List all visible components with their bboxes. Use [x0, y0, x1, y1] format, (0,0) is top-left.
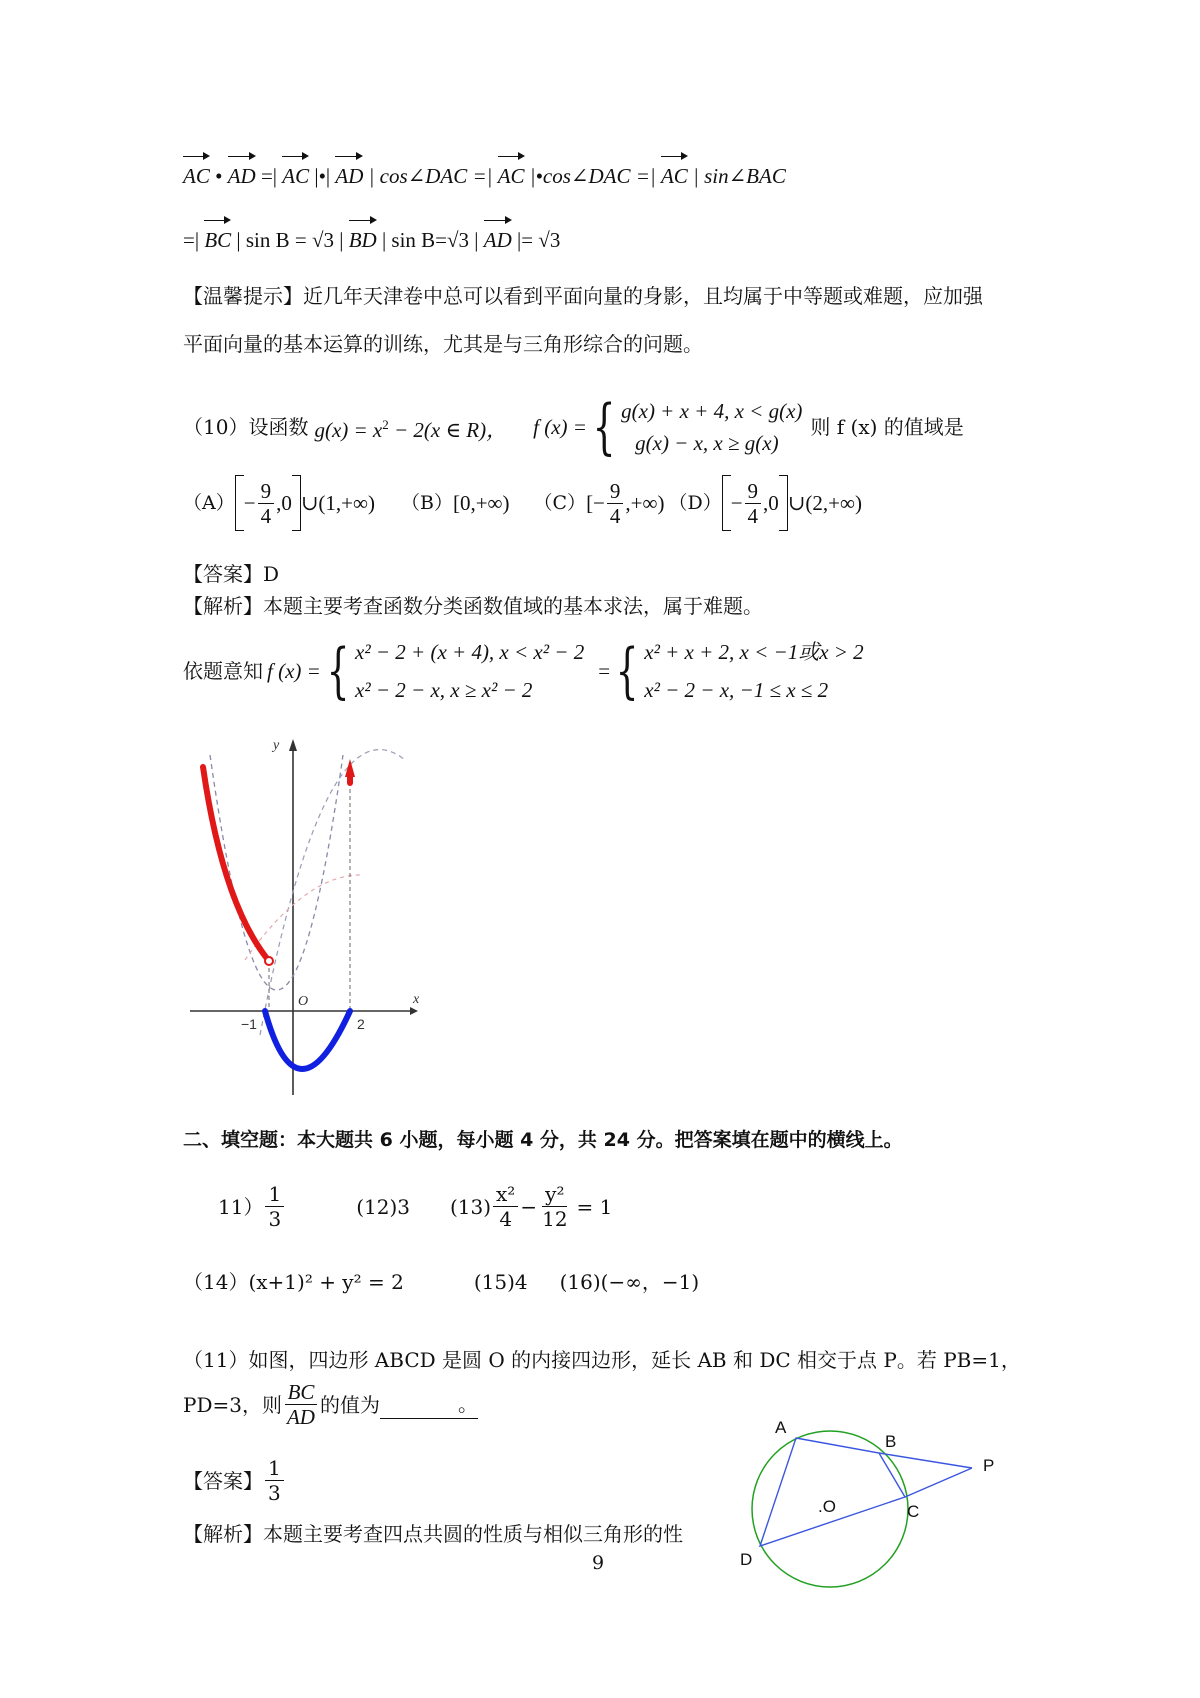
x-axis-arrow [410, 1007, 418, 1015]
option-d-frac: $\frac{9}{4}$ [745, 479, 762, 528]
answers-11-13: 11） $\frac{1}{3}$ (12)3 (13) $\frac{\text{x²}}{4}$ − $\frac{\text{y²}}{12}$ = 1 [218, 1182, 613, 1231]
label-d: D [740, 1550, 753, 1569]
x-label: x [413, 992, 420, 1007]
answer-blank[interactable]: 。 [380, 1390, 478, 1419]
vector-ad-3: AD [483, 228, 512, 252]
line-bp [879, 1453, 972, 1468]
q11-answer-frac: $\frac{1}{3}$ [265, 1456, 284, 1505]
q11-line-1: （11）如图，四边形 ABCD 是圆 O 的内接四边形，延长 AB 和 DC 相交于点 P。若 PB=1， [183, 1348, 1021, 1372]
vector-ac-3: AC [497, 164, 525, 188]
page-number: 9 [592, 1552, 605, 1574]
q11-frac: $\frac{BC}{AD}$ [284, 1380, 318, 1429]
tick-2: 2 [357, 1016, 365, 1032]
option-c-frac: $\frac{9}{4}$ [607, 479, 624, 528]
vector-ac: AC [183, 164, 210, 188]
option-a-frac: $\frac{9}{4}$ [258, 479, 275, 528]
vector-bc: BC [204, 228, 232, 252]
q10-statement: （10）设函数 $g(x) = x^2 - 2(x$ ∈ R)， f (x) = { g(x) + x + 4, x < g(x) g(x) − x, x ≥ g(x) 则 f (x) 的值域是 [183, 392, 964, 462]
circle-figure [735, 1415, 1010, 1590]
piecewise-brace: { [592, 392, 616, 462]
vector-proof-line-2: =| BC | sin B = √3 | BD | sin B=√3 | AD |= √3 [183, 228, 561, 252]
label-p: P [983, 1456, 995, 1475]
vector-ac-4: AC [660, 164, 688, 188]
red-branch-left [203, 767, 269, 961]
tick-neg1: −1 [241, 1016, 257, 1032]
answer-13-frac-2: $\frac{\text{y²}}{12}$ [542, 1182, 568, 1231]
answer-11-frac: $\frac{1}{3}$ [265, 1182, 284, 1231]
y-label: y [273, 738, 280, 753]
label-c: C [907, 1502, 920, 1521]
vector-ad-2: AD [335, 164, 364, 188]
q11-analysis: 【解析】本题主要考查四点共圆的性质与相似三角形的性 [183, 1522, 683, 1546]
section2-title: 二、填空题：本大题共 6 小题，每小题 4 分，共 24 分。把答案填在题中的横线上。 [183, 1129, 903, 1151]
q11-line-2: PD=3，则 $\frac{BC}{AD}$ 的值为 。 [183, 1380, 478, 1429]
q10-derivation: 依题意知 f (x) = { x² − 2 + (x + 4), x < x² − 2 x² − 2 − x, x ≥ x² − 2 = { x² + x + 2, x < −1或x > 2 x² − 2 − x, −1 ≤ x ≤ 2 [183, 636, 864, 706]
vector-proof-line-1: AC • AD =| AC |•| AD | cos∠DAC =| AC |•cos∠DAC =| AC | sin∠BAC [183, 164, 786, 188]
origin-label: O [298, 994, 309, 1009]
line-cp [905, 1468, 972, 1497]
piecewise-cases: g(x) + x + 4, x < g(x) g(x) − x, x ≥ g(x) [621, 399, 803, 455]
q11-answer: 【答案】 $\frac{1}{3}$ [183, 1456, 286, 1505]
vector-ad: AD [227, 164, 256, 188]
tip-line-2: 平面向量的基本运算的训练，尤其是与三角形综合的问题。 [183, 332, 703, 356]
label-o: .O [818, 1497, 836, 1516]
q10-analysis: 【解析】本题主要考查函数分类函数值域的基本求法，属于难题。 [183, 594, 763, 618]
open-point-left [265, 957, 273, 965]
vector-bd: BD [348, 228, 377, 252]
label-a: A [775, 1418, 787, 1437]
y-axis-arrow [289, 739, 297, 751]
dashed-parabola-2 [260, 750, 405, 1035]
answer-13-frac-1: $\frac{\text{x²}}{4}$ [493, 1182, 518, 1231]
answers-14-16: （14） (x+1)² + y² = 2 (15)4 (16)(−∞，−1) [183, 1270, 700, 1294]
q10-options: （A） − $\frac{9}{4}$ ,0 ∪(1,+∞) （B） [0,+∞) （C） [− $\frac{9}{4}$ ,+∞) （D） − $\frac{9}{4}$ ,0 ∪(2,+∞) [183, 475, 862, 531]
q10-answer: 【答案】D [183, 562, 280, 586]
tip-line-1: 【温馨提示】近几年天津卷中总可以看到平面向量的身影，且均属于中等题或难题，应加强 [183, 284, 983, 308]
vector-ac-2: AC [282, 164, 310, 188]
label-b: B [885, 1432, 897, 1451]
blue-branch [265, 1011, 350, 1069]
piecewise-graph [185, 735, 425, 1105]
